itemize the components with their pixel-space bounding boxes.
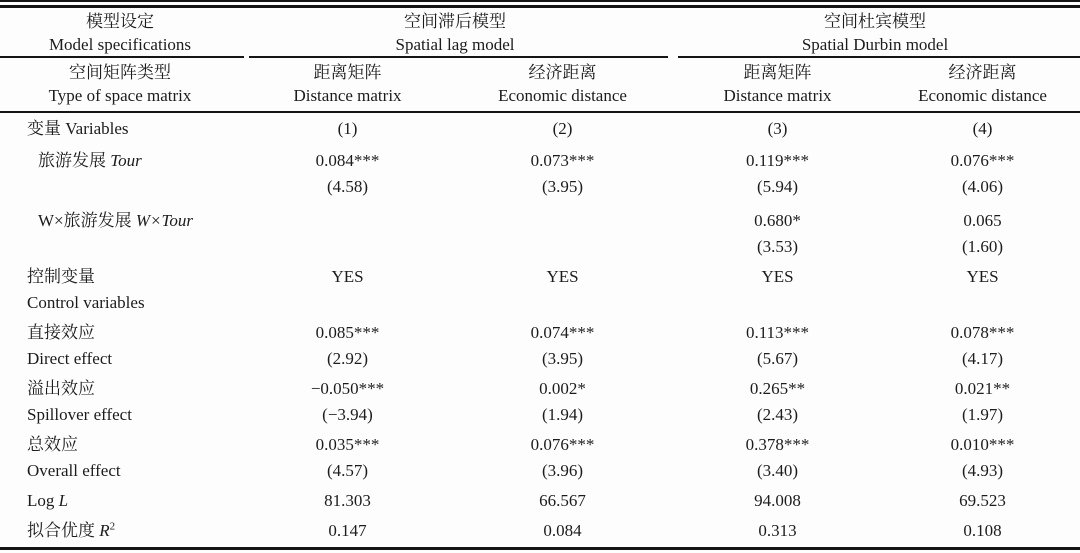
tcell-model4: (4.06) [961, 177, 1004, 196]
cell-model1: −0.050*** [310, 379, 385, 398]
tcell-model2: (3.95) [541, 177, 584, 196]
row-wtour-coefficients [0, 208, 1080, 234]
table-row-r-squared [0, 518, 1080, 544]
cell-model3: 0.680* [754, 211, 801, 230]
cell-model1: 81.303 [324, 491, 371, 510]
row-label [0, 518, 240, 544]
tcell-model1 [240, 234, 455, 260]
tcell-model1: (4.58) [326, 177, 369, 196]
tcell-model4: (4.17) [961, 349, 1004, 368]
header-col-economic-distance-1 [455, 61, 670, 107]
header-col-distance-matrix-2 [670, 61, 885, 107]
row-label-zh: 总效应 [27, 435, 78, 454]
cell-model1 [240, 208, 455, 234]
tcell-model1: (4.57) [326, 461, 369, 480]
header-spatial-lag-model-zh: 空间滞后模型 [404, 12, 506, 31]
header-col3-en: Distance matrix [723, 86, 832, 105]
cell-model1: YES [331, 267, 364, 286]
table-row-w-tour [0, 208, 1080, 260]
tcell-model4: (1.97) [961, 405, 1004, 424]
cell-model4: 0.021** [954, 379, 1011, 398]
cell-model3: 0.119*** [745, 151, 810, 170]
header-col2-zh: 经济距离 [528, 63, 597, 82]
row-tour-tvalues [0, 174, 1080, 200]
row-label-zh: 溢出效应 [27, 379, 95, 398]
cell-model2: 0.074*** [530, 323, 595, 342]
header-col1-en: Distance matrix [293, 86, 402, 105]
row-wtour-tvalues [0, 234, 1080, 260]
tcell-model2 [455, 234, 670, 260]
cell-model4: 0.108 [963, 521, 1002, 540]
rule-under-spatial-lag [249, 56, 668, 58]
row-label-italic: W×Tour [135, 211, 194, 230]
cell-model1: (1) [337, 119, 358, 138]
cell-model4: 0.076*** [950, 151, 1015, 170]
row-label-en: Control variables [27, 293, 145, 312]
tcell-model2: (3.96) [541, 461, 584, 480]
row-overall-tvalues [0, 458, 1080, 484]
cell-model4: 0.010*** [950, 435, 1015, 454]
cell-model1: 0.085*** [315, 323, 380, 342]
tcell-model3: (5.67) [756, 349, 799, 368]
header-space-matrix-type-en: Type of space matrix [48, 86, 192, 105]
row-label-zh: W×旅游发展 [38, 211, 136, 230]
row-spillover-tvalues [0, 402, 1080, 428]
row-control-en-label [0, 290, 1080, 316]
table-row-spillover-effect [0, 376, 1080, 428]
row-label-superscript: 2 [109, 520, 116, 533]
cell-model2: 0.076*** [530, 435, 595, 454]
header-col2-en: Economic distance [498, 86, 627, 105]
row-label-zh: 拟合优度 [27, 521, 100, 540]
tcell-model1: (2.92) [326, 349, 369, 368]
header-body-rule [0, 111, 1080, 113]
row-direct-coefficients [0, 320, 1080, 346]
cell-model3: 0.378*** [745, 435, 810, 454]
cell-model4: (4) [972, 119, 993, 138]
table-row-direct-effect [0, 320, 1080, 372]
header-col4-zh: 经济距离 [948, 63, 1017, 82]
row-label [0, 488, 240, 514]
header-col-distance-matrix-1 [240, 61, 455, 107]
row-label-italic: R [99, 521, 110, 540]
cell-model4: 69.523 [959, 491, 1006, 510]
header-spatial-durbin-model-en: Spatial Durbin model [801, 35, 949, 54]
table-row-log-likelihood [0, 488, 1080, 514]
header-space-matrix-type-zh: 空间矩阵类型 [69, 63, 171, 82]
tcell-model3: (3.40) [756, 461, 799, 480]
cell-model3: 94.008 [754, 491, 801, 510]
tcell-model2: (3.95) [541, 349, 584, 368]
row-label-en: Direct effect [27, 349, 113, 368]
row-label-text: Log [27, 491, 59, 510]
cell-model3: (3) [767, 119, 788, 138]
header-col4-en: Economic distance [918, 86, 1047, 105]
tcell-model4: (1.60) [961, 237, 1004, 256]
row-label-en: Overall effect [27, 461, 121, 480]
header-model-specifications-en: Model specifications [48, 35, 192, 54]
tcell-model1: (−3.94) [322, 405, 373, 424]
tcell-model2: (1.94) [541, 405, 584, 424]
header-group-row [0, 8, 1080, 56]
header-spatial-durbin-model [670, 10, 1080, 56]
row-label: 变量 Variables [27, 119, 129, 138]
row-label-italic: L [58, 491, 69, 510]
row-label [0, 208, 240, 234]
tcell-model3: (3.53) [756, 237, 799, 256]
row-tour-coefficients [0, 148, 1080, 174]
rule-under-model-specifications [0, 56, 244, 58]
table-row-control-variables [0, 264, 1080, 316]
rule-under-spatial-durbin [678, 56, 1080, 58]
row-direct-tvalues [0, 346, 1080, 372]
header-spatial-lag-model [240, 10, 670, 56]
cell-model2 [455, 208, 670, 234]
header-spatial-durbin-model-zh: 空间杜宾模型 [824, 12, 926, 31]
row-label-zh: 控制变量 [27, 267, 95, 286]
table-row-tour [0, 148, 1080, 200]
table-row-overall-effect [0, 432, 1080, 484]
cell-model2: YES [546, 267, 579, 286]
row-spillover-coefficients [0, 376, 1080, 402]
row-label-italic: Tour [110, 151, 142, 170]
row-label-zh: 直接效应 [27, 323, 95, 342]
cell-model4: 0.078*** [950, 323, 1015, 342]
header-col1-zh: 距离矩阵 [313, 63, 382, 82]
cell-model4: YES [966, 267, 999, 286]
cell-model1: 0.035*** [315, 435, 380, 454]
row-control-values [0, 264, 1080, 290]
row-label-en: Spillover effect [27, 405, 132, 424]
cell-model1: 0.147 [328, 521, 367, 540]
header-col3-zh: 距离矩阵 [743, 63, 812, 82]
header-space-matrix-type [0, 61, 240, 107]
cell-model2: 66.567 [539, 491, 586, 510]
header-model-specifications [0, 10, 240, 56]
cell-model1: 0.084*** [315, 151, 380, 170]
header-matrix-row [0, 58, 1080, 111]
row-label [0, 148, 240, 174]
table-row-variables [0, 116, 1080, 142]
row-overall-coefficients [0, 432, 1080, 458]
tcell-model3: (2.43) [756, 405, 799, 424]
header-model-specifications-zh: 模型设定 [86, 12, 154, 31]
header-col-economic-distance-2 [885, 61, 1080, 107]
cell-model3: YES [761, 267, 794, 286]
row-label-zh: 旅游发展 [38, 151, 111, 170]
cell-model2: 0.084 [543, 521, 582, 540]
cell-model3: 0.313 [758, 521, 797, 540]
cell-model2: 0.002* [539, 379, 586, 398]
header-spatial-lag-model-en: Spatial lag model [395, 35, 515, 54]
tcell-model4: (4.93) [961, 461, 1004, 480]
cell-model3: 0.113*** [745, 323, 810, 342]
header-group-rules [0, 56, 1080, 58]
cell-model3: 0.265** [749, 379, 806, 398]
tcell-model3: (5.94) [756, 177, 799, 196]
cell-model2: (2) [552, 119, 573, 138]
cell-model2: 0.073*** [530, 151, 595, 170]
cell-model4: 0.065 [963, 211, 1002, 230]
